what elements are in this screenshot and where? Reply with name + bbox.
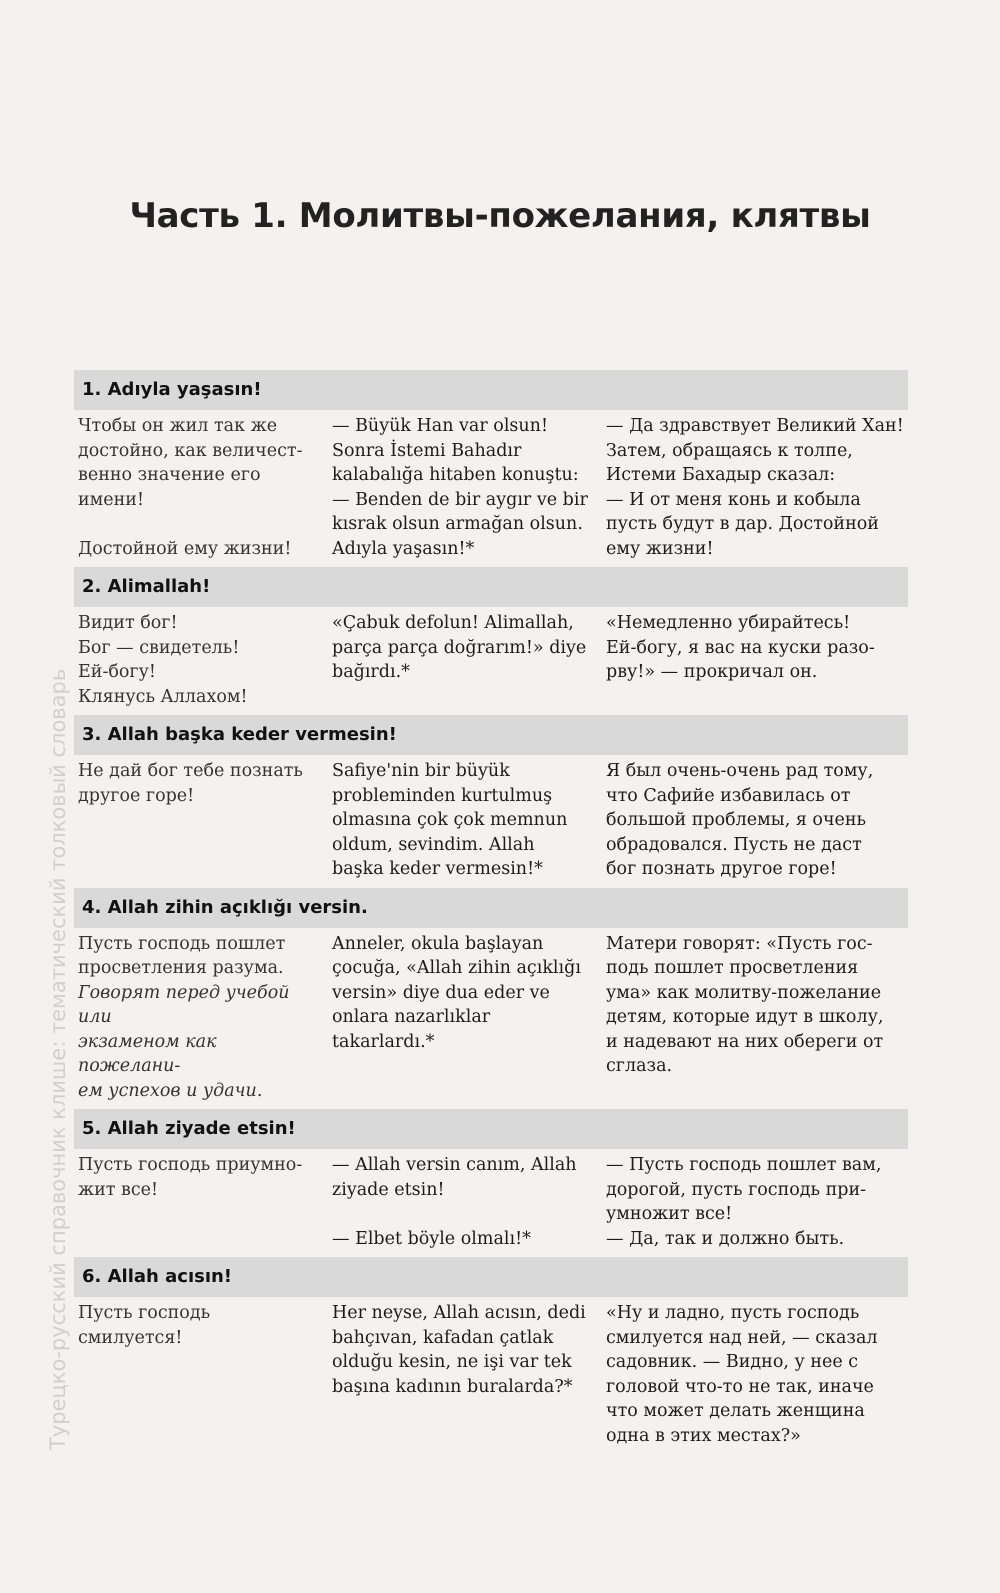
entry-body — [74, 1297, 908, 1454]
entries-table — [74, 370, 908, 1454]
russian-translation: — Пусть господь пошлет вам, дорогой, пусть господь при- умножит все! — Да, так и должно быть. — [606, 1155, 882, 1249]
entry — [74, 1109, 908, 1257]
entry-heading: 5. Allah ziyade etsin! — [74, 1109, 908, 1149]
entry — [74, 370, 908, 567]
entry-heading: 3. Allah başka keder vermesin! — [74, 715, 908, 755]
spine-strip — [28, 650, 70, 1450]
turkish-example: — Büyük Han var olsun! Sonra İstemi Bahadır kalabalığa hitaben konuştu: — Benden de bir aygır ve bir kısrak olsun armağan olsun. Adıyla yaşasın!* — [332, 416, 588, 559]
turkish-example: «Çabuk defolun! Alimallah, parça parça doğrarım!» diye bağırdı.* — [332, 613, 587, 682]
russian-translation: Матери говорят: «Пусть гос- подь пошлет просветления ума» как молитву-пожелание детям, которые идут в школу, и надевают на них обереги от сглаза. — [606, 933, 884, 1076]
meaning-column — [74, 759, 330, 882]
russian-translation: «Ну и ладно, пусть господь смилуется над ней, — сказал садовник. — Видно, у нее с головой что-то не так, иначе что может делать женщина одна в этих местах?» — [606, 1303, 878, 1446]
entry-heading: 1. Adıyla yaşasın! — [74, 370, 908, 410]
meaning-column — [74, 414, 330, 561]
meaning-column — [74, 1301, 330, 1448]
turkish-example: Her neyse, Allah acısın, dedi bahçıvan, kafadan çatlak olduğu kesin, ne işi var tek başına kadının buralarda?* — [332, 1303, 586, 1397]
meaning-column — [74, 932, 330, 1104]
meaning-text: Видит бог! Бог — свидетель! Ей-богу! Клянусь Аллахом! — [78, 613, 248, 707]
entry-body — [74, 755, 908, 888]
entry-body — [74, 928, 908, 1110]
meaning-text: Пусть господь приумно- жит все! — [78, 1155, 303, 1200]
meaning-column — [74, 611, 330, 709]
entry — [74, 1257, 908, 1454]
entry-heading: 4. Allah zihin açıklığı versin. — [74, 888, 908, 928]
turkish-example: Anneler, okula başlayan çocuğa, «Allah zihin açıklığı versin» diye dua eder ve onlara nazarlıklar takarlardı.* — [332, 933, 581, 1052]
entry-body — [74, 607, 908, 715]
entry-body — [74, 410, 908, 567]
meaning-column — [74, 1153, 330, 1251]
entry — [74, 888, 908, 1110]
page-title: Часть 1. Молитвы-пожелания, клятвы — [129, 196, 871, 236]
entry — [74, 715, 908, 888]
russian-translation: — Да здравствует Великий Хан! Затем, обращаясь к толпе, Истеми Бахадыр сказал: — И от меня конь и кобыла пусть будут в дар. Достойной ему жизни! — [606, 416, 904, 559]
entry-heading: 2. Alimallah! — [74, 567, 908, 607]
entry-body — [74, 1149, 908, 1257]
usage-note: Говорят перед учебой или экзаменом как пожелани- ем успехов и удачи. — [78, 982, 290, 1101]
meaning-text: Пусть господь пошлет просветления разума. — [78, 933, 286, 978]
russian-translation: «Немедленно убирайтесь! Ей-богу, я вас на куски разо- рву!» — прокричал он. — [606, 613, 875, 682]
spine-text: Турецко-русский справочник клише: тематический толковый словарь — [46, 668, 70, 1450]
entry — [74, 567, 908, 715]
meaning-text: Не дай бог тебе познать другое горе! — [78, 761, 303, 806]
meaning-text: Чтобы он жил так же достойно, как величест- венно значение его имени! Достойной ему жизни! — [78, 416, 303, 559]
turkish-example: Safiye'nin bir büyük probleminden kurtulmuş olmasına çok çok memnun oldum, sevindim. Allah başka keder vermesin!* — [332, 761, 568, 879]
entry-heading: 6. Allah acısın! — [74, 1257, 908, 1297]
meaning-text: Пусть господь смилуется! — [78, 1303, 211, 1348]
russian-translation: Я был очень-очень рад тому, что Сафийе избавилась от большой проблемы, я очень обрадовался. Пусть не даст бог познать другое горе! — [606, 761, 874, 879]
turkish-example: — Allah versin canım, Allah ziyade etsin! — Elbet böyle olmalı!* — [332, 1155, 577, 1249]
